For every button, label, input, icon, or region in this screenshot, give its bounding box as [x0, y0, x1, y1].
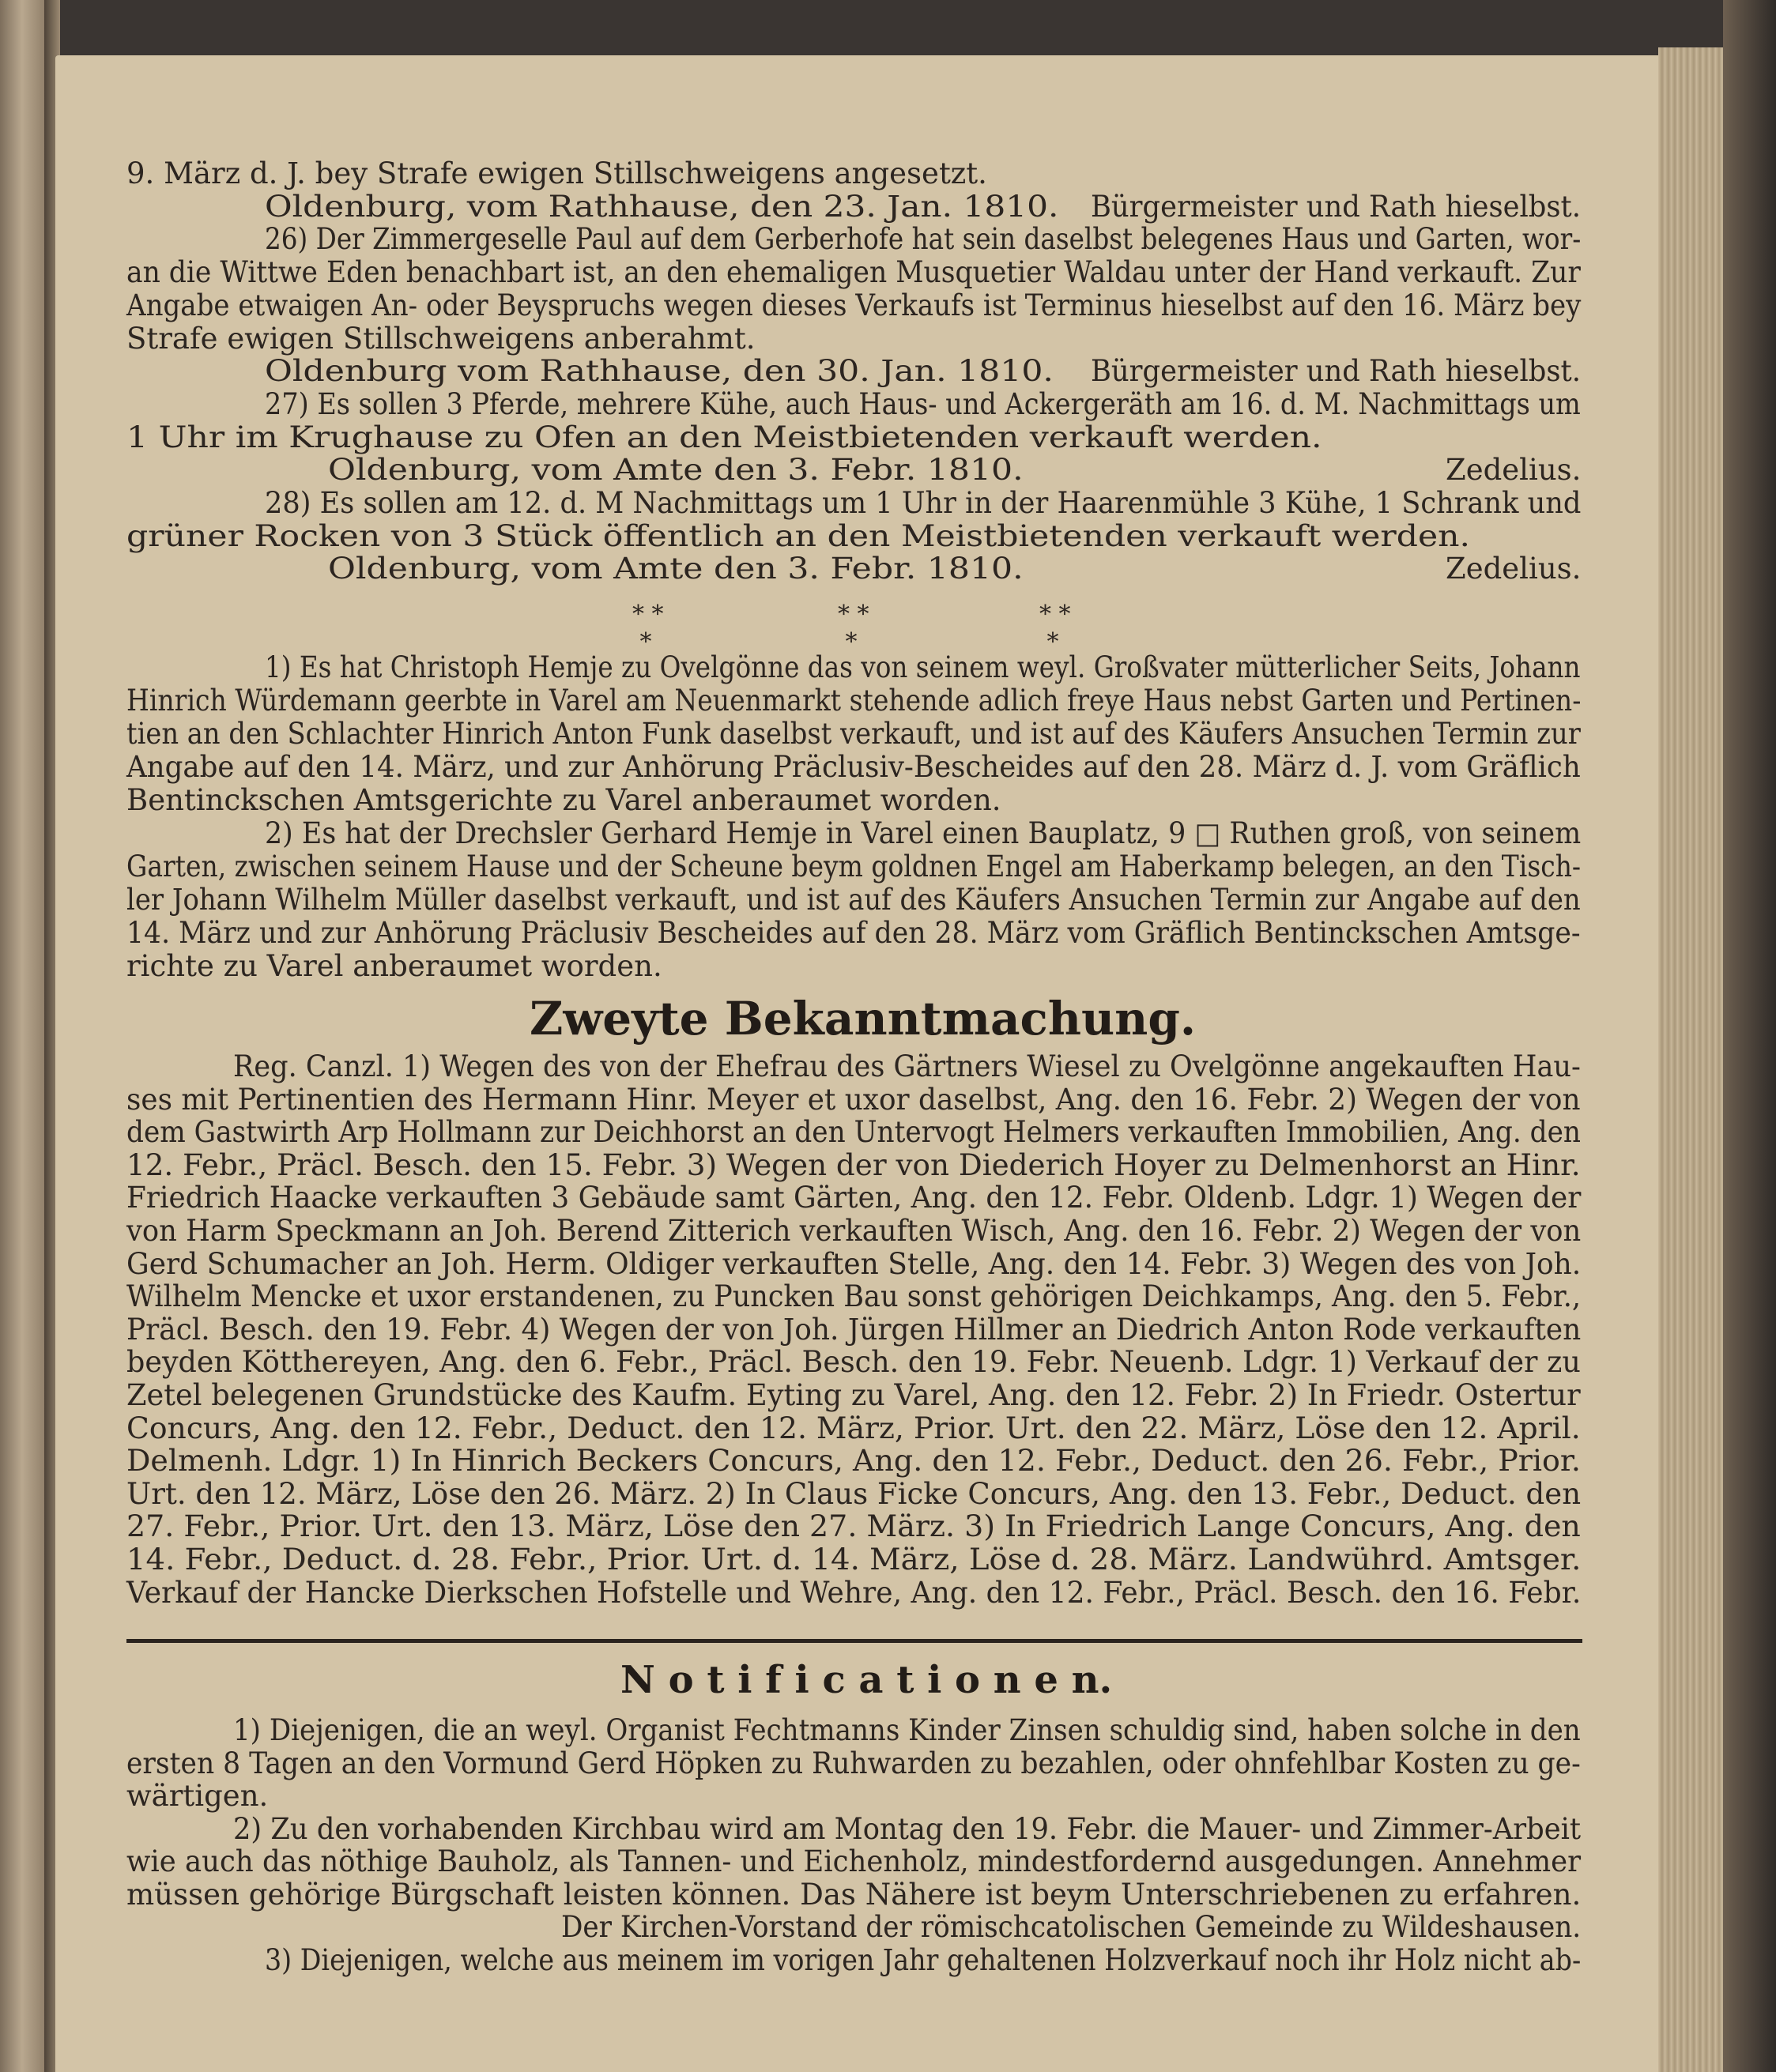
text-line: 2) Zu den vorhabenden Kirchbau wird am Montag den 19. Febr. die Mauer- und Zimmer-Arbeit	[233, 1811, 1582, 1846]
text-line: Der Kirchen-Vorstand der römischcatolischen Gemeinde zu Wildeshausen.	[561, 1910, 1582, 1944]
text-line: 1) Es hat Christoph Hemje zu Ovelgönne das von seinem weyl. Großvater mütterlicher Seits, Johann	[265, 650, 1581, 684]
text-line: 12. Febr., Präcl. Besch. den 15. Febr. 3) Wegen der von Diederich Hoyer zu Delmenhorst an Hinr.	[126, 1147, 1581, 1182]
text-line: 28) Es sollen am 12. d. M Nachmittags um 1 Uhr in der Haarenmühle 3 Kühe, 1 Schrank und	[265, 486, 1582, 520]
text-line: richte zu Varel anberaumet worden.	[126, 949, 662, 983]
text-line: 14. März und zur Anhörung Präclusiv Bescheides auf den 28. März vom Gräflich Bentinckschen Amtsge-	[126, 916, 1581, 950]
separator-stars-3: * * *	[1039, 601, 1071, 656]
text-line-signature: Bürgermeister und Rath hieselbst.	[1091, 189, 1581, 224]
text-line: Delmenh. Ldgr. 1) In Hinrich Beckers Concurs, Ang. den 12. Febr., Deduct. den 26. Febr., Prior.	[126, 1444, 1581, 1479]
text-line: müssen gehörige Bürgschaft leisten können. Das Nähere ist beym Unterschriebenen zu erfahren.	[126, 1877, 1582, 1912]
text-line-signature: Bürgermeister und Rath hieselbst.	[1091, 354, 1581, 389]
heading-notificationen: N o t i f i c a t i o n e n.	[620, 1658, 1113, 1702]
text-line: Oldenburg, vom Amte den 3. Febr. 1810.	[328, 453, 1024, 488]
text-line: Reg. Canzl. 1) Wegen des von der Ehefrau des Gärtners Wiesel zu Ovelgönne angekauften Hau-	[233, 1049, 1581, 1083]
text-line: 14. Febr., Deduct. d. 28. Febr., Prior. Urt. d. 14. März, Löse d. 28. März. Landwührd. Amtsger.	[126, 1543, 1582, 1577]
text-line: tien an den Schlachter Hinrich Anton Funk daselbst verkauft, und ist auf des Käufers Ansuchen Termin zur	[126, 717, 1581, 751]
text-line: Angabe auf den 14. März, und zur Anhörung Präclusiv-Bescheides auf den 28. März d. J. vom Gräflich	[126, 750, 1581, 784]
text-line: Hinrich Würdemann geerbte in Varel am Neuenmarkt stehende adlich freye Haus nebst Garten und Pertinen-	[126, 684, 1582, 718]
text-line: ler Johann Wilhelm Müller daselbst verkauft, und ist auf des Käufers Ansuchen Termin zur Angabe auf den	[126, 883, 1581, 917]
text-line: wärtigen.	[126, 1779, 269, 1813]
text-line: Strafe ewigen Stillschweigens anberahmt.	[126, 321, 756, 356]
text-line: Präcl. Besch. den 19. Febr. 4) Wegen der von Joh. Jürgen Hillmer an Diedrich Anton Rode verkauften	[126, 1312, 1582, 1347]
text-line: 26) Der Zimmergeselle Paul auf dem Gerberhofe hat sein daselbst belegenes Haus und Garten, wor-	[265, 222, 1582, 257]
text-line: an die Wittwe Eden benachbart ist, an den ehemaligen Musquetier Waldau unter der Hand verkauft. Zur	[126, 255, 1581, 290]
section-rule	[126, 1639, 1582, 1643]
text-line: von Harm Speckmann an Joh. Berend Zitterich verkauften Wisch, Ang. den 16. Febr. 2) Wegen der von	[126, 1214, 1582, 1248]
text-line: Urt. den 12. März, Löse den 26. März. 2) In Claus Ficke Concurs, Ang. den 13. Febr., Deduct. den	[126, 1476, 1582, 1511]
text-line: grüner Rocken von 3 Stück öffentlich an den Meistbietenden verkauft werden.	[126, 518, 1471, 553]
text-line: 27. Febr., Prior. Urt. den 13. März, Löse den 27. März. 3) In Friedrich Lange Concurs, Ang. den	[126, 1509, 1581, 1544]
text-line-signature: Zedelius.	[1446, 552, 1582, 586]
text-line: 9. März d. J. bey Strafe ewigen Stillschweigens angesetzt.	[126, 156, 987, 190]
text-line: Concurs, Ang. den 12. Febr., Deduct. den 12. März, Prior. Urt. den 22. März, Löse den 12. April.	[126, 1411, 1581, 1445]
text-line: Friedrich Haacke verkauften 3 Gebäude samt Gärten, Ang. den 12. Febr. Oldenb. Ldgr. 1) Wegen der	[126, 1181, 1582, 1215]
text-line: Gerd Schumacher an Joh. Herm. Oldiger verkauften Stelle, Ang. den 14. Febr. 3) Wegen des von Joh.	[126, 1246, 1582, 1281]
text-line: Wilhelm Mencke et uxor erstandenen, zu Puncken Bau sonst gehörigen Deichkamps, Ang. den 5. Febr.,	[126, 1279, 1582, 1314]
text-line: 1 Uhr im Krughause zu Ofen an den Meistbietenden verkauft werden.	[126, 420, 1322, 454]
text-line: Verkauf der Hancke Dierkschen Hofstelle und Wehre, Ang. den 12. Febr., Präcl. Besch. den 16. Febr.	[126, 1575, 1582, 1610]
text-line: dem Gastwirth Arp Hollmann zur Deichhorst an den Untervogt Helmers verkauften Immobilien, Ang. den	[126, 1115, 1582, 1150]
text-line: Angabe etwaigen An- oder Beyspruchs wegen dieses Verkaufs ist Terminus hieselbst auf den 16. März bey	[126, 288, 1582, 322]
text-line: Bentinckschen Amtsgerichte zu Varel anberaumet worden.	[126, 783, 1001, 817]
heading-zweyte-bekanntmachung: Zweyte Bekanntmachung.	[530, 992, 1197, 1045]
separator-stars-2: * * *	[838, 601, 869, 656]
text-line: Oldenburg vom Rathhause, den 30. Jan. 1810.	[265, 354, 1054, 389]
text-line: 2) Es hat der Drechsler Gerhard Hemje in Varel einen Bauplatz, 9 □ Ruthen groß, von seinem	[265, 816, 1582, 850]
text-line: 27) Es sollen 3 Pferde, mehrere Kühe, auch Haus- und Ackergeräth am 16. d. M. Nachmittags um	[265, 386, 1581, 421]
text-line: 3) Diejenigen, welche aus meinem im vorigen Jahr gehaltenen Holzverkauf noch ihr Holz nicht ab-	[265, 1942, 1582, 1977]
text-line: 1) Diejenigen, die an weyl. Organist Fechtmanns Kinder Zinsen schuldig sind, haben solche in den	[233, 1713, 1581, 1747]
text-line: ersten 8 Tagen an den Vormund Gerd Höpken zu Ruhwarden zu bezahlen, oder ohnfehlbar Kosten zu ge-	[126, 1746, 1581, 1780]
text-line-signature: Zedelius.	[1446, 453, 1582, 488]
text-line: Oldenburg, vom Amte den 3. Febr. 1810.	[328, 552, 1024, 586]
text-line: wie auch das nöthige Bauholz, als Tannen- und Eichenholz, mindestfordernd ausgedungen. Annehmer	[126, 1844, 1582, 1878]
text-line: ses mit Pertinentien des Hermann Hinr. Meyer et uxor daselbst, Ang. den 16. Febr. 2) Wegen der von	[126, 1082, 1581, 1117]
left-page-edge	[0, 0, 49, 2072]
text-line: Zetel belegenen Grundstücke des Kaufm. Eyting zu Varel, Ang. den 12. Febr. 2) In Friedr. Ostertur	[126, 1378, 1581, 1412]
book-edge-shadow	[1723, 0, 1776, 2072]
text-line: Garten, zwischen seinem Hause und der Scheune beym goldnen Engel am Haberkamp belegen, an den Tisch-	[126, 850, 1582, 883]
text-line: Oldenburg, vom Rathhause, den 23. Jan. 1810.	[265, 189, 1059, 224]
separator-stars-1: * * *	[632, 601, 664, 656]
text-line: beyden Kötthereyen, Ang. den 6. Febr., Präcl. Besch. den 19. Febr. Neuenb. Ldgr. 1) Verkauf der zu	[126, 1345, 1581, 1380]
